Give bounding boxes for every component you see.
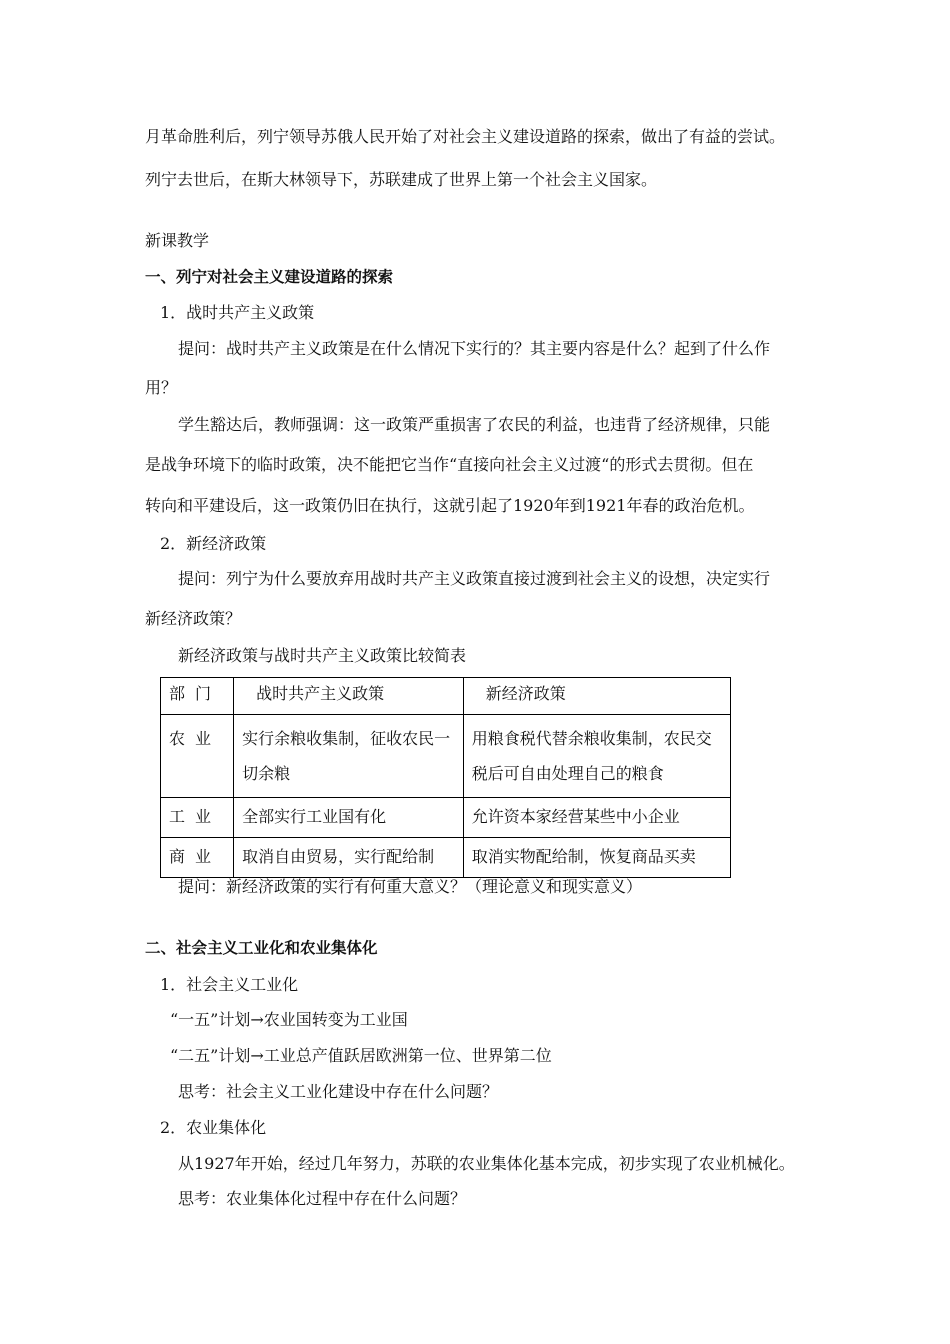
- section2-think2: 思考：农业集体化过程中存在什么问题？: [178, 1189, 467, 1208]
- table-cell: 用粮食税代替余粮收集制，农民交税后可自由处理自己的粮食: [463, 715, 730, 798]
- intro-line-1: 月革命胜利后，列宁领导苏俄人民开始了对社会主义建设道路的探索，做出了有益的尝试。: [145, 127, 786, 146]
- table-header-row: [161, 678, 731, 715]
- new-lesson-label: 新课教学: [145, 231, 210, 250]
- plan-2: “二五”计划→工业总产值跃居欧洲第一位、世界第二位: [170, 1046, 552, 1065]
- table-caption: 新经济政策与战时共产主义政策比较简表: [178, 646, 467, 665]
- table-cell: 农业: [161, 715, 234, 798]
- section1-sub2: 2．新经济政策: [160, 534, 267, 553]
- section2-sub1: 1．社会主义工业化: [160, 975, 299, 994]
- section1-answer-line3: 转向和平建设后，这一政策仍旧在执行，这就引起了1920年到1921年春的政治危机。: [145, 496, 755, 515]
- section2-sub2: 2．农业集体化: [160, 1118, 267, 1137]
- table-cell: 取消实物配给制，恢复商品买卖: [463, 838, 730, 878]
- section1-question1-line2: 用？: [145, 378, 178, 397]
- table-cell: 取消自由贸易，实行配给制: [234, 838, 464, 878]
- table-row: [161, 838, 731, 878]
- table-row: [161, 715, 731, 798]
- table-cell: 全部实行工业国有化: [234, 798, 464, 838]
- section1-question1-line1: 提问：战时共产主义政策是在什么情况下实行的？其主要内容是什么？起到了什么作: [178, 339, 771, 358]
- table-row: [161, 798, 731, 838]
- table-cell: 商业: [161, 838, 234, 878]
- section1-answer-line1: 学生豁达后，教师强调：这一政策严重损害了农民的利益，也违背了经济规律，只能: [178, 415, 771, 434]
- table-header-cell: 新经济政策: [463, 678, 730, 715]
- section1-sub1: 1．战时共产主义政策: [160, 303, 315, 322]
- table-header-cell: 部门: [161, 678, 234, 715]
- section1-question2-line2: 新经济政策？: [145, 609, 242, 628]
- table-cell: 实行余粮收集制，征收农民一切余粮: [234, 715, 464, 798]
- comparison-table: [160, 677, 731, 878]
- section2-heading: 二、社会主义工业化和农业集体化: [145, 939, 378, 957]
- table-cell: 允许资本家经营某些中小企业: [463, 798, 730, 838]
- section1-question3: 提问：新经济政策的实行有何重大意义？（理论意义和现实意义）: [178, 877, 643, 896]
- section1-answer-line2: 是战争环境下的临时政策，决不能把它当作“直接向社会主义过渡“的形式去贯彻。但在: [145, 455, 754, 474]
- section1-heading: 一、列宁对社会主义建设道路的探索: [145, 268, 394, 286]
- section2-think1: 思考：社会主义工业化建设中存在什么问题？: [178, 1082, 499, 1101]
- table-header-cell: 战时共产主义政策: [234, 678, 464, 715]
- intro-line-2: 列宁去世后，在斯大林领导下，苏联建成了世界上第一个社会主义国家。: [145, 170, 658, 189]
- table-cell: 工业: [161, 798, 234, 838]
- collectivization-text: 从1927年开始，经过几年努力，苏联的农业集体化基本完成，初步实现了农业机械化。: [178, 1154, 795, 1173]
- section1-question2-line1: 提问：列宁为什么要放弃用战时共产主义政策直接过渡到社会主义的设想，决定实行: [178, 569, 771, 588]
- plan-1: “一五”计划→农业国转变为工业国: [170, 1010, 408, 1029]
